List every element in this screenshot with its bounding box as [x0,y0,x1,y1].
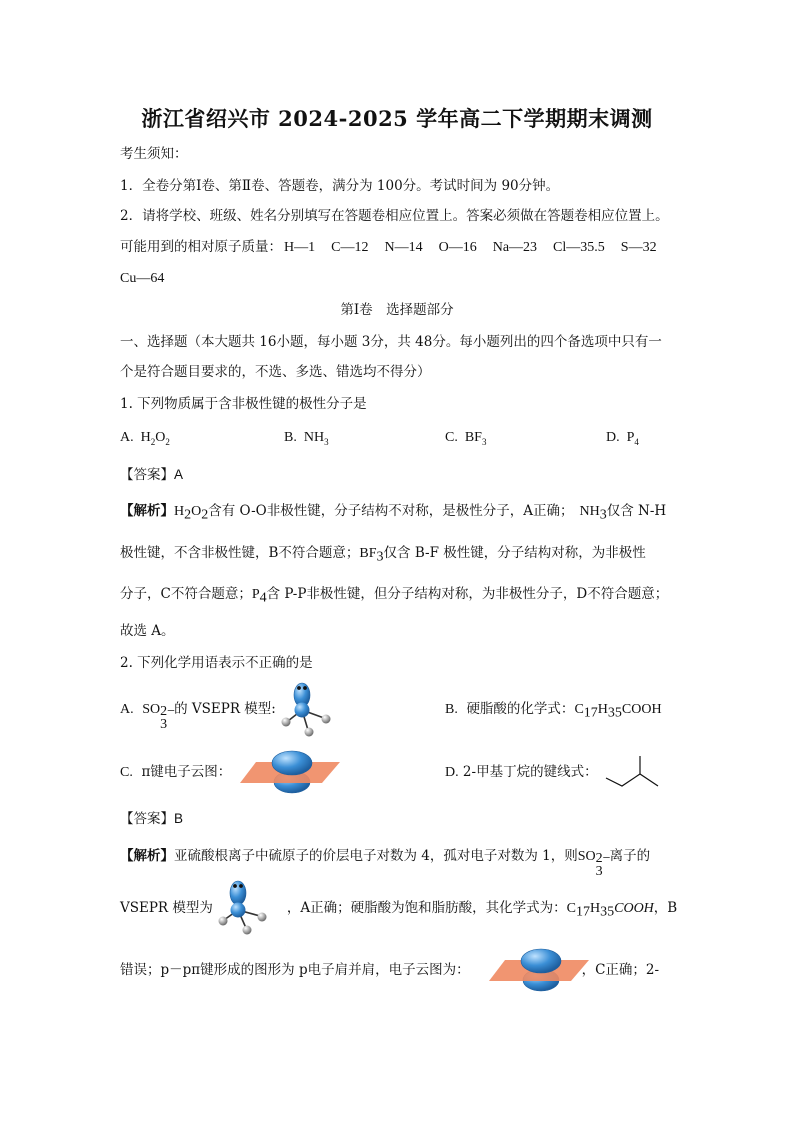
page-title: 浙江省绍兴市 2024-2025 学年高二下学期期末调测 [141,106,653,131]
mass-c: C—12 [331,240,369,255]
section-intro-2: 个是符合题目要求的，不选、多选、错选均不得分） [120,364,431,380]
section-intro-1: 一、选择题（本大题共 16小题，每小题 3分，共 48分。每小题列出的四个备选项中只有一 [120,334,662,350]
q1-explanation-line-2: 极性键，不含非极性键，B不符合题意；$BF_3$仅含 B-F 极性键，分子结构对称，为非极性 [120,545,646,565]
q1-option-b: B. $NH_3$ [284,430,329,447]
skeletal-formula-icon [604,754,662,788]
pi-bond-electron-cloud-icon [238,750,344,796]
vsepr-model-icon [276,678,334,740]
q2-option-b: B. 硬脂酸的化学式：$C_{17}H_{35}COOH$ [445,701,662,721]
q2-option-a: A. SO 2− 3 的 VSEPR 模型: [120,701,276,732]
section-title: 第Ⅰ卷 选择题部分 [340,302,454,318]
q1-option-c: C. $BF_3$ [445,430,487,447]
pi-bond-electron-cloud-icon [487,948,593,994]
q1-explanation-line-3: 分子，C不符合题意；$P_4$含 P-P非极性键，但分子结构对称，为非极性分子，D不符合题意； [120,586,669,606]
mass-s: S—32 [620,240,657,255]
q2-option-c: C. π键电子云图： [120,764,232,780]
q2-answer: 【答案】B [120,811,184,826]
mass-h: H—1 [284,240,316,255]
mass-na: Na—23 [492,240,538,255]
q2-option-d: D. 2-甲基丁烷的键线式： [445,764,598,780]
q2-stem: 2. 下列化学用语表示不正确的是 [120,655,313,671]
q1-option-a: A. $H_2O_2$ [120,430,170,447]
q1-explanation-line-1: 【解析】$H_2O_2$含有 O-O非极性键，分子结构不对称，是极性分子，A正确； $NH_3$仅含 N-H [120,503,667,523]
notice-item-1: 1．全卷分第Ⅰ卷、第Ⅱ卷、答题卷，满分为 100分。考试时间为 90分钟。 [120,178,560,194]
atomic-mass-line [120,241,657,255]
notice-item-2: 2．请将学校、班级、姓名分别填写在答题卷相应位置上。答案必须做在答题卷相应位置上。 [120,208,669,224]
q1-option-d: D. $P_4$ [606,430,639,447]
q2-explanation-line-1: 【解析】亚硫酸根离子中硫原子的价层电子对数为 4，孤对电子对数为 1，则SO 2− 3 离子的 [120,848,651,879]
notice-heading: 考生须知： [120,146,188,162]
q1-stem: 1. 下列物质属于含非极性键的极性分子是 [120,396,367,412]
mass-o: O—16 [438,240,477,255]
q2-explanation-line-3: 错误；p－pπ键形成的图形为 p电子肩并肩，电子云图为： ，C正确；2- [120,962,660,978]
mass-cu: Cu—64 [120,271,165,286]
q1-answer: 【答案】A [120,467,184,482]
q1-explanation-line-4: 故选 A。 [120,623,175,639]
vsepr-model-icon [220,876,278,938]
mass-cl: Cl—35.5 [553,240,605,255]
q2-explanation-line-2: VSEPR 模型为 ，A正确；硬脂酸为饱和脂肪酸，其化学式为：$C_{17}H_{35}COOH$，B [120,900,678,920]
atomic-mass-label: 可能用到的相对原子质量： [120,239,282,255]
mass-n: N—14 [384,240,423,255]
